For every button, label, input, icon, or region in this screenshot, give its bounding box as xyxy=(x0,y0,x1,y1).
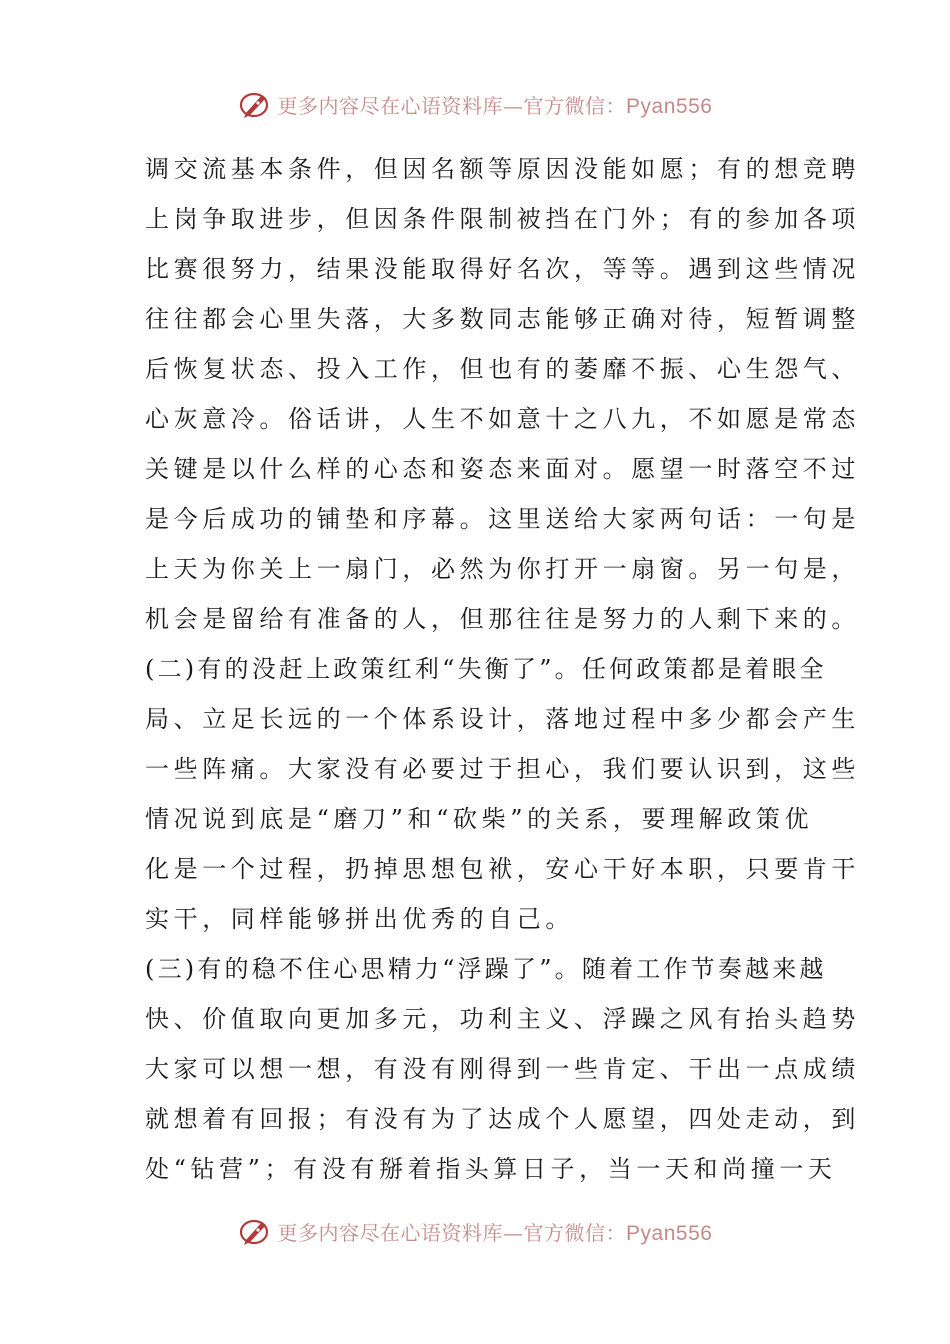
text-line: 是今后成功的铺垫和序幕。这里送给大家两句话：一句是 xyxy=(145,505,860,533)
text-line: 实干，同样能够拼出优秀的自己。 xyxy=(145,905,574,933)
text-line: 一些阵痛。大家没有必要过于担心，我们要认识到，这些 xyxy=(145,755,860,783)
text-line: 就想着有回报；有没有为了达成个人愿望，四处走动，到 xyxy=(145,1105,860,1133)
text-line: 处“钻营”；有没有掰着指头算日子，当一天和尚撞一天 xyxy=(145,1155,837,1183)
text-line: 机会是留给有准备的人，但那往往是努力的人剩下来的。 xyxy=(145,605,860,633)
pen-logo-icon xyxy=(238,1214,272,1248)
text-line: 上岗争取进步，但因条件限制被挡在门外；有的参加各项 xyxy=(145,205,860,233)
pen-logo-icon xyxy=(238,87,272,121)
text-line: 心灰意冷。俗话讲，人生不如意十之八九，不如愿是常态 xyxy=(145,405,860,433)
document-body xyxy=(145,144,860,1194)
text-line: 后恢复状态、投入工作，但也有的萎靡不振、心生怨气、 xyxy=(145,355,860,383)
text-line: 情况说到底是“磨刀”和“砍柴”的关系，要理解政策优 xyxy=(145,805,814,833)
section-heading-line: (三)有的稳不住心思精力“浮躁了”。随着工作节奏越来越 xyxy=(145,955,827,983)
text-line: 关键是以什么样的心态和姿态来面对。愿望一时落空不过 xyxy=(145,455,860,483)
text-line: 调交流基本条件，但因名额等原因没能如愿；有的想竞聘 xyxy=(145,155,860,183)
text-line: 比赛很努力，结果没能取得好名次，等等。遇到这些情况 xyxy=(145,255,860,283)
text-line: 上天为你关上一扇门，必然为你打开一扇窗。另一句是， xyxy=(145,555,860,583)
watermark-text: 更多内容尽在心语资料库—官方微信：Pyan556 xyxy=(277,93,713,118)
text-line: 快、价值取向更加多元，功利主义、浮躁之风有抬头趋势 xyxy=(145,1005,860,1033)
text-line: 局、立足长远的一个体系设计，落地过程中多少都会产生 xyxy=(145,705,860,733)
section-heading-line: (二)有的没赶上政策红利“失衡了”。任何政策都是着眼全 xyxy=(145,655,827,683)
watermark-text: 更多内容尽在心语资料库—官方微信：Pyan556 xyxy=(277,1220,713,1245)
text-line: 往往都会心里失落，大多数同志能够正确对待，短暂调整 xyxy=(145,305,860,333)
footer-watermark xyxy=(0,1211,950,1251)
header-watermark xyxy=(0,84,950,124)
text-line: 大家可以想一想，有没有刚得到一些肯定、干出一点成绩 xyxy=(145,1055,860,1083)
text-line: 化是一个过程，扔掉思想包袱，安心干好本职，只要肯干 xyxy=(145,855,860,883)
